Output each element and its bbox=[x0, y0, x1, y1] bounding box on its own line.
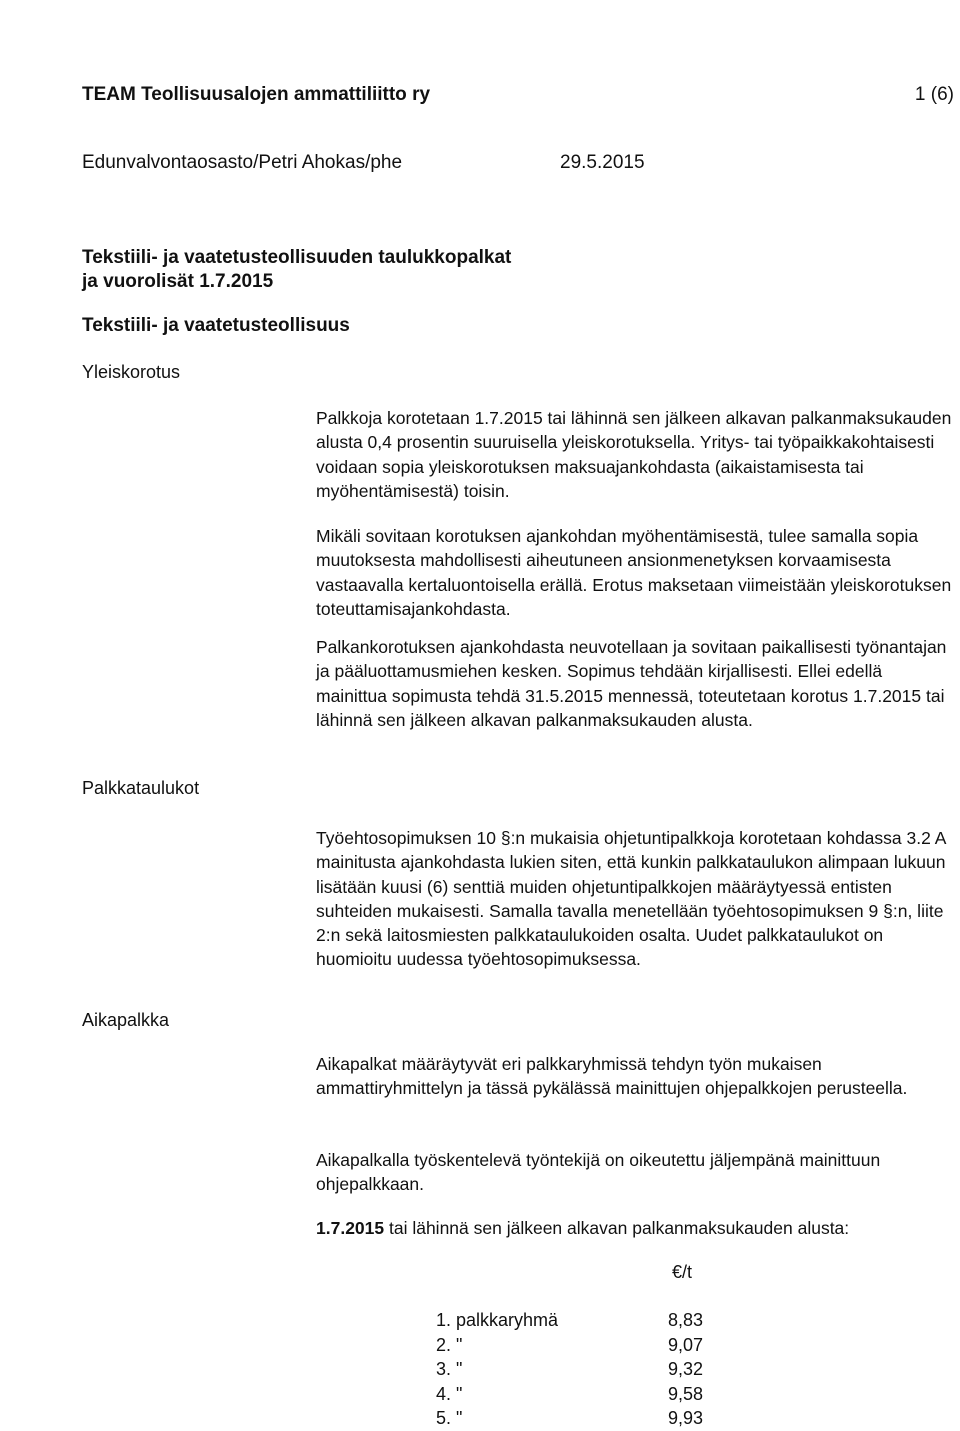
paragraph-text: Palkankorotuksen ajankohdasta neuvotellaan ja sovitaan paikallisesti työnantajan ja pääluottamusmiehen kesken. Sopimus tehdään kirjallisesti. Ellei edellä mainittua sopimusta tehdä 31.5.2015 mennessä, toteutetaan korotus 1.7.2015 tai lähinnä sen jälkeen alkavan palkanmaksukauden alusta. bbox=[316, 637, 947, 730]
paragraph-text: Mikäli sovitaan korotuksen ajankohdan myöhentämisestä, tulee samalla sopia muutoksesta mahdollisesti aiheutuneen ansionmenetyksen korvaamisesta vastaavalla kertaluontoisella erällä. Erotus maksetaan viimeistään yleiskorotuksen toteuttamisajankohdasta. bbox=[316, 526, 952, 619]
paragraph-general-increase bbox=[316, 406, 956, 503]
page-number: 1 (6) bbox=[914, 84, 954, 105]
wage-group: 2. " bbox=[436, 1334, 463, 1355]
label-aikapalkka: Aikapalkka bbox=[82, 1010, 170, 1030]
document-title bbox=[82, 246, 602, 294]
paragraph-postponement bbox=[316, 524, 956, 621]
wage-value: 9,58 bbox=[668, 1383, 704, 1404]
wage-group: 5. " bbox=[436, 1408, 463, 1428]
paragraph-time-wages bbox=[316, 1052, 956, 1101]
document-date: 29.5.2015 bbox=[560, 152, 645, 173]
document-title-line-1: Tekstiili- ja vaatetusteollisuuden taulukkopalkat bbox=[82, 247, 512, 268]
label-palkkataulukot: Palkkataulukot bbox=[82, 778, 200, 798]
wage-value: 9,32 bbox=[668, 1359, 704, 1379]
organization-name: TEAM Teollisuusalojen ammattiliitto ry bbox=[82, 84, 431, 105]
paragraph-text: Työehtosopimuksen 10 §:n mukaisia ohjetuntipalkkoja korotetaan kohdassa 3.2 A mainitusta ajankohdasta lukien siten, että kunkin palkkataulukon alimpaan lukuun lisätään kuusi (6) senttiä muiden ohjetuntipalkkojen määräytyessä entisten suhteiden mukaisesti. Samalla tavalla menetellään työehtosopimuksen 9 §:n, liite 2:n sekä laitosmiesten palkkataulukoiden osalta. Uudet palkkataulukot on huomioitu uudessa työehtosopimuksessa. bbox=[316, 828, 946, 970]
paragraph-entitlement bbox=[316, 1148, 956, 1197]
wage-unit: €/t bbox=[672, 1262, 693, 1282]
table-row bbox=[436, 1333, 728, 1358]
department-author: Edunvalvontaosasto/Petri Ahokas/phe bbox=[82, 152, 403, 173]
table-row bbox=[436, 1406, 728, 1431]
paragraph-effective-date bbox=[316, 1216, 956, 1240]
paragraph-text: Palkkoja korotetaan 1.7.2015 tai lähinnä sen jälkeen alkavan palkanmaksukauden alusta 0,4 prosentin suuruisella yleiskorotuksella. Yritys- tai työpaikkakohtaisesti voidaan sopia yleiskorotuksen maksuajankohdasta (aikaistamisesta tai myöhentämisestä) toisin. bbox=[316, 408, 952, 501]
document-title-line-2: ja vuorolisät 1.7.2015 bbox=[82, 271, 274, 292]
wage-value: 9,93 bbox=[668, 1408, 704, 1428]
wage-value: 8,83 bbox=[668, 1310, 704, 1330]
effective-date: 1.7.2015 bbox=[316, 1218, 385, 1238]
table-row bbox=[436, 1308, 728, 1333]
table-row bbox=[436, 1382, 728, 1407]
paragraph-wage-tables bbox=[316, 826, 956, 972]
wage-table bbox=[436, 1308, 728, 1431]
paragraph-negotiation bbox=[316, 635, 956, 732]
paragraph-text: Aikapalkalla työskentelevä työntekijä on oikeutettu jäljempänä mainittuun ohjepalkkaan. bbox=[316, 1150, 881, 1195]
wage-group: 3. " bbox=[436, 1359, 463, 1379]
paragraph-text: Aikapalkat määräytyvät eri palkkaryhmissä tehdyn työn mukaisen ammattiryhmittelyn ja tässä pykälässä mainittujen ohjepalkkojen perusteella. bbox=[316, 1054, 908, 1099]
effective-date-text: tai lähinnä sen jälkeen alkavan palkanmaksukauden alusta: bbox=[384, 1218, 850, 1238]
table-row bbox=[436, 1357, 728, 1382]
wage-group: 4. " bbox=[436, 1383, 463, 1404]
wage-group: 1. palkkaryhmä bbox=[436, 1310, 559, 1330]
section-title: Tekstiili- ja vaatetusteollisuus bbox=[82, 315, 350, 336]
label-yleiskorotus: Yleiskorotus bbox=[82, 362, 181, 382]
wage-value: 9,07 bbox=[668, 1334, 704, 1355]
